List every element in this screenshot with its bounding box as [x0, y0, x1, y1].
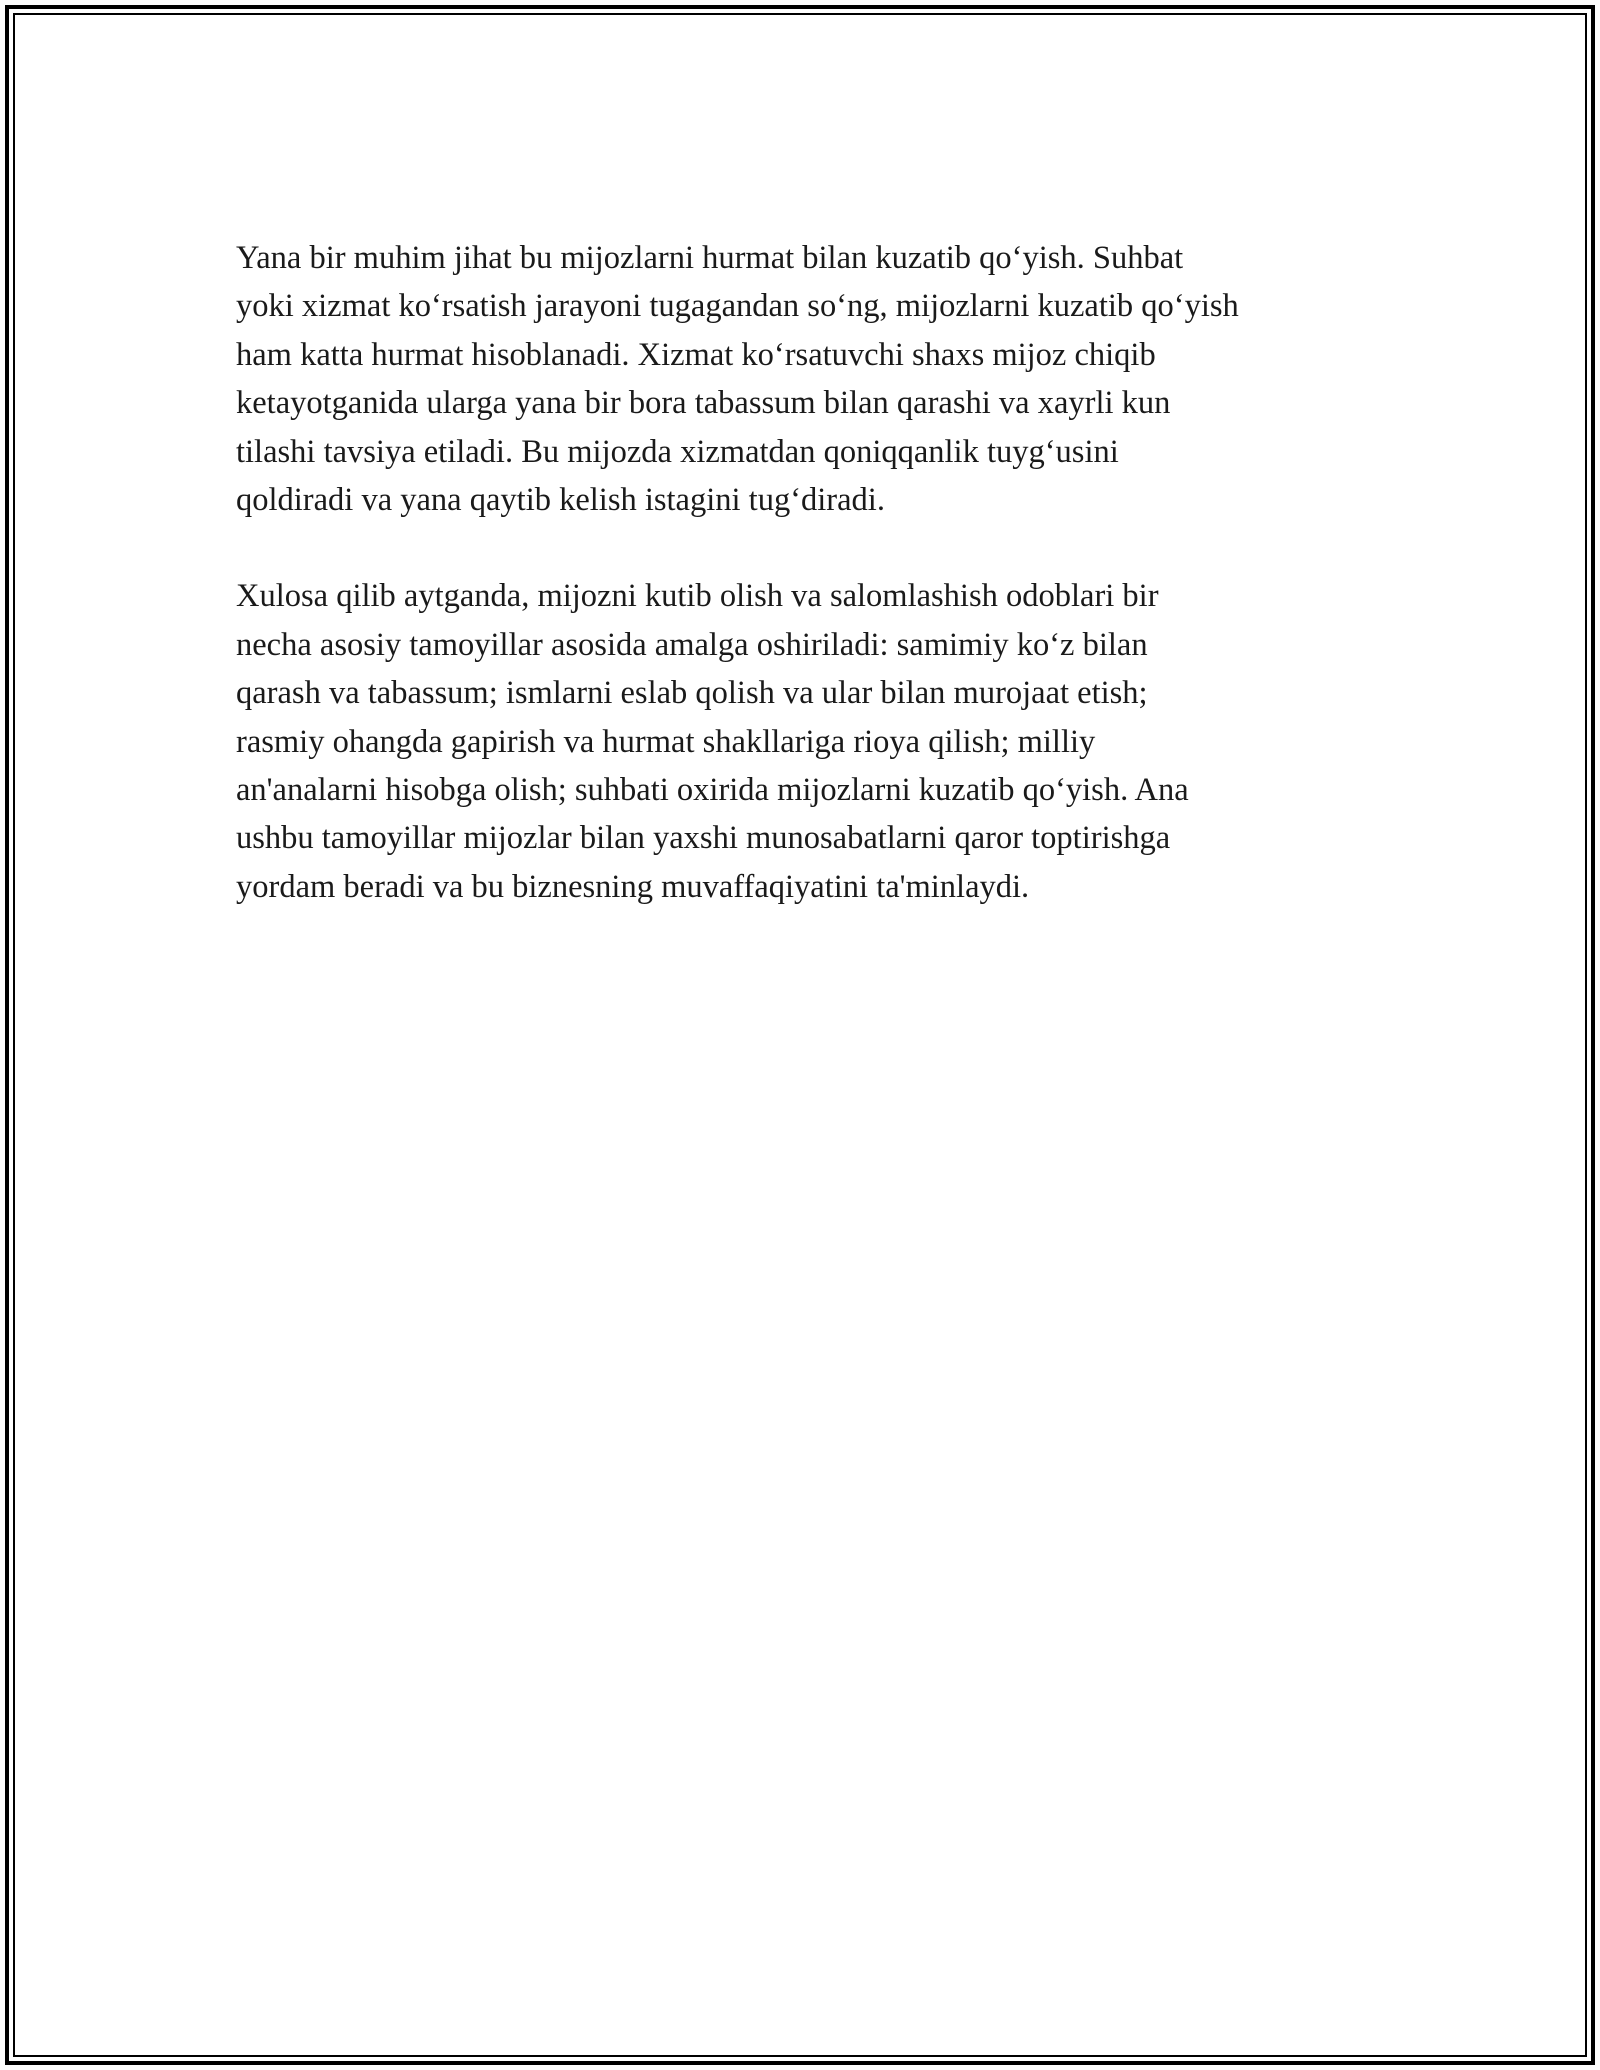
paragraph-line: tilashi tavsiya etiladi. Bu mijozda xizmatdan qoniqqanlik tuyg‘usini [236, 433, 1119, 470]
paragraph-line: qarash va tabassum; ismlarni eslab qolish va ular bilan murojaat etish; [236, 675, 1148, 712]
paragraph-1 [236, 234, 1396, 524]
paragraph-line: necha asosiy tamoyillar asosida amalga oshiriladi: samimiy ko‘z bilan [236, 626, 1148, 663]
document-body [236, 234, 1396, 911]
paragraph-line: ham katta hurmat hisoblanadi. Xizmat ko‘rsatuvchi shaxs mijoz chiqib [236, 336, 1156, 373]
paragraph-line: Xulosa qilib aytganda, mijozni kutib olish va salomlashish odoblari bir [236, 578, 1159, 615]
paragraph-line: yordam beradi va bu biznesning muvaffaqiyatini ta'minlaydi. [236, 868, 1030, 905]
paragraph-line: rasmiy ohangda gapirish va hurmat shakllariga rioya qilish; milliy [236, 723, 1096, 760]
paragraph-line: yoki xizmat ko‘rsatish jarayoni tugagandan so‘ng, mijozlarni kuzatib qo‘yish [236, 288, 1239, 325]
paragraph-line: ketayotganida ularga yana bir bora tabassum bilan qarashi va xayrli kun [236, 385, 1171, 422]
paragraph-line: Yana bir muhim jihat bu mijozlarni hurmat bilan kuzatib qo‘yish. Suhbat [236, 240, 1184, 276]
paragraph-2 [236, 572, 1396, 911]
paragraph-line: qoldiradi va yana qaytib kelish istagini tug‘diradi. [236, 482, 885, 519]
paragraph-line: ushbu tamoyillar mijozlar bilan yaxshi munosabatlarni qaror toptirishga [236, 820, 1171, 857]
paragraph-line: an'analarni hisobga olish; suhbati oxirida mijozlarni kuzatib qo‘yish. Ana [236, 772, 1189, 809]
